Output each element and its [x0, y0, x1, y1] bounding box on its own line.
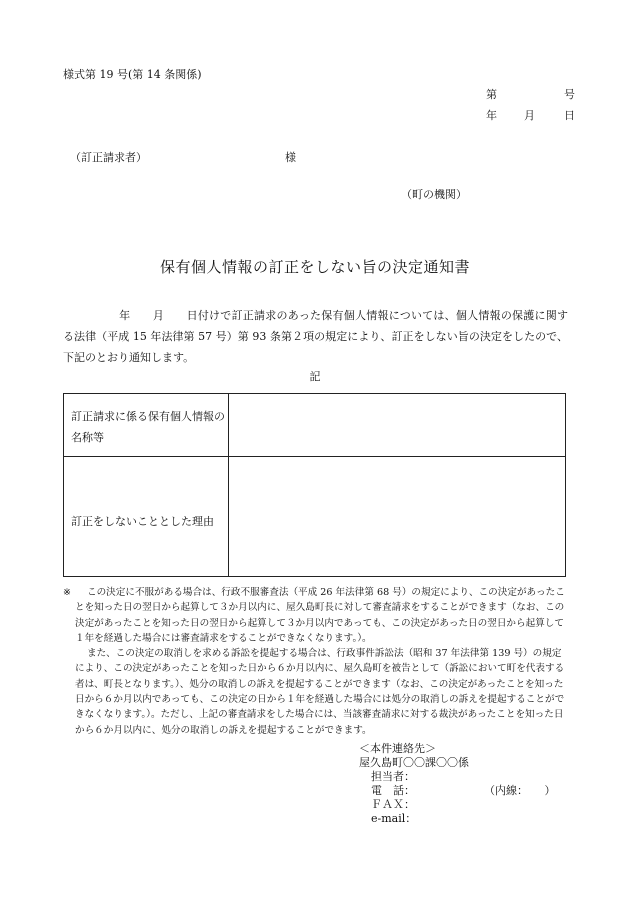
- note-paragraph-review-request: この決定に不服がある場合は、行政不服審査法（平成 26 年法律第 68 号）の規定により、この決定があったことを知った日の翌日から起算して３か月以内に、屋久島町長に対して審査請求をすることができます（なお、この決定があったことを知った日の翌日から起算して３か月以内であっても、この決定があった日の翌日から起算して１年を経過した場合には審査請求をすることができなくなります。）。: [75, 587, 565, 644]
- contact-person: 担当者：: [371, 770, 415, 783]
- personal-info-name-label: 訂正請求に係る保有個人情報の名称等: [71, 410, 225, 444]
- note-paragraph-lawsuit: また、この決定の取消しを求める訴訟を提起する場合は、行政事件訴訟法（昭和 37 年法律第 139 号）の規定により、この決定があったことを知った日から６か月以内に、屋久島町を被告として（訴訟において町を代表する者は、町長となります。）、処分の取消しの訴えを提起することができます（なお、この決定があったことを知った日から６か月以内であっても、この決定の日から１年を経過した場合には処分の取消しの訴えを提起することができなくなります。）。ただし、上記の審査請求をした場合には、当該審査請求に対する裁決があったことを知った日から６か月以内に、処分の取消しの訴えを提起することができます。: [75, 648, 565, 736]
- note-mark: ※: [63, 587, 72, 598]
- contact-fax: ＦＡＸ：: [371, 798, 415, 811]
- document-number-suffix: 号: [564, 88, 575, 101]
- contact-phone-line: [359, 784, 556, 798]
- form-number: 様式第 19 号(第 14 条関係): [63, 68, 202, 81]
- decision-table: [63, 393, 566, 577]
- contact-extension: （内線： ）: [484, 784, 556, 797]
- issuing-agency: （町の機関）: [401, 188, 467, 201]
- contact-heading: ＜本件連絡先＞: [359, 742, 436, 755]
- table-divider: [228, 394, 229, 576]
- addressee-honorific: 様: [285, 151, 296, 164]
- document-number-prefix: 第: [486, 88, 497, 101]
- date-day: 日: [564, 109, 575, 122]
- refusal-reason-label: 訂正をしないこととした理由: [71, 515, 214, 528]
- appeal-notes: [63, 585, 568, 738]
- date-month: 月: [524, 109, 535, 122]
- contact-department: 屋久島町〇〇課〇〇係: [359, 756, 469, 769]
- date-year: 年: [486, 109, 497, 122]
- addressee-label: （訂正請求者）: [70, 151, 147, 164]
- ki-heading: 記: [309, 370, 321, 383]
- notice-body: 年 月 日付けで訂正請求のあった保有個人情報については、個人情報の保護に関する法律（平成 15 年法律第 57 号）第 93 条第２項の規定により、訂正をしない旨の決定をしたので、下記のとおり通知します。: [63, 309, 568, 364]
- contact-email: e-mail：: [371, 812, 417, 825]
- document-title: 保有個人情報の訂正をしない旨の決定通知書: [159, 258, 470, 276]
- contact-phone: 電 話：: [371, 784, 415, 797]
- contact-block: [359, 742, 556, 826]
